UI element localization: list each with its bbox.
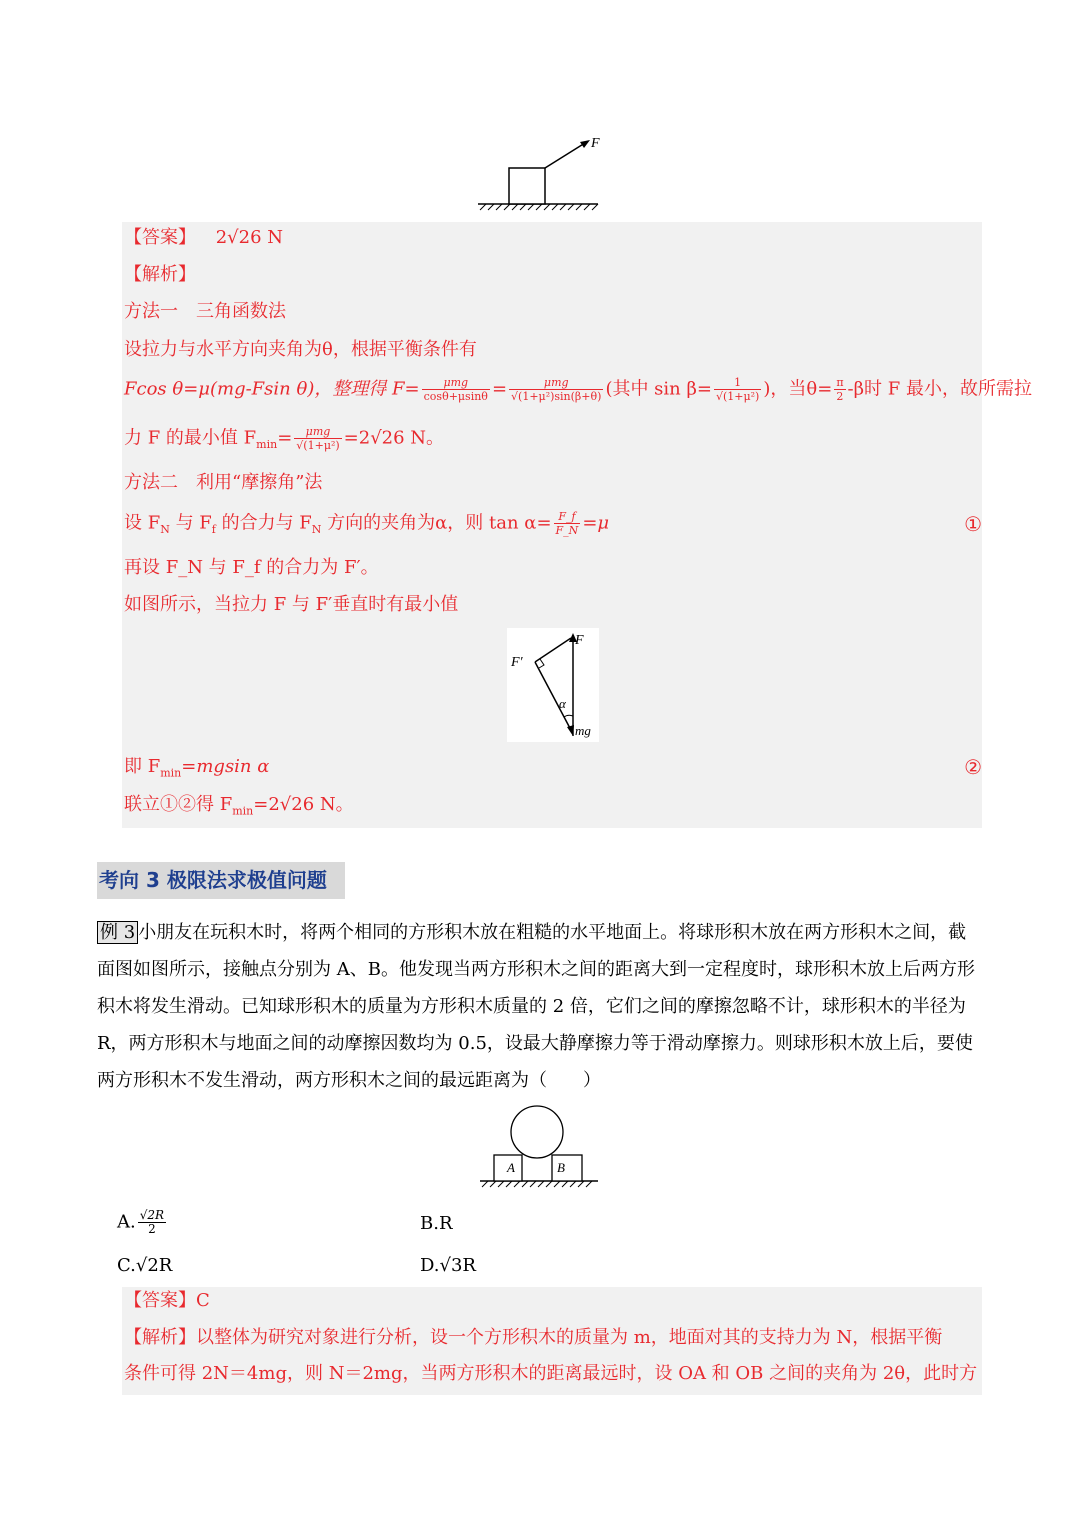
fraction-1: [422, 376, 490, 403]
m2-l1-b: 与 F: [169, 512, 212, 534]
eq1-part-c: )，当θ=: [763, 378, 833, 400]
m2-l1-d: 方向的夹角为α，则 tan α=: [321, 512, 552, 534]
m2-l5-sub: min: [232, 804, 254, 818]
eq2-part-a: 力 F 的最小值 F: [124, 427, 257, 449]
example-tag: 例 3: [97, 921, 138, 944]
method2-line-4: [124, 755, 269, 786]
fraction-3: [714, 376, 761, 403]
fig2-label-alpha: α: [559, 696, 566, 711]
fraction-5-num: μmg: [305, 425, 331, 438]
answer-value: 2√26 N: [215, 227, 284, 248]
fraction-2: [509, 376, 603, 403]
option-a-den: 2: [138, 1222, 166, 1236]
eq1-part-a: Fcos θ=μ(mg-Fsin θ)，整理得 F=: [124, 378, 420, 400]
eq1-equals: =: [491, 378, 508, 400]
fig2-label-Fprime: F′: [511, 655, 523, 670]
method1-intro: 设拉力与水平方向夹角为θ，根据平衡条件有: [124, 339, 477, 360]
method2-line-3: 如图所示，当拉力 F 与 F′垂直时有最小值: [124, 594, 459, 615]
example-3-answer: 【答案】C: [124, 1290, 210, 1311]
eq2-part-b: =: [277, 427, 293, 449]
fraction-2-den: √(1+μ²)sin(β+θ): [511, 390, 602, 403]
equation-number-1: ①: [964, 512, 982, 536]
m2-l1-c: 的合力与 F: [215, 512, 312, 534]
fraction-4: [834, 376, 845, 403]
example-3-question: [97, 914, 982, 1099]
m2-l4-b: =mgsin α: [181, 756, 270, 777]
analysis-label: 【解析】: [124, 264, 196, 285]
equation-number-2: ②: [964, 755, 982, 779]
option-a-num: √2R: [139, 1208, 165, 1222]
fraction-4-num: π: [836, 376, 844, 389]
method2-title: 方法二 利用“摩擦角”法: [124, 472, 323, 493]
section-heading: 考向 3 极限法求极值问题: [97, 862, 345, 899]
fig2-label-F: F: [575, 633, 584, 648]
eq2-sub: min: [256, 438, 278, 452]
m2-l5-b: =2√26 N。: [253, 794, 354, 815]
example-3-analysis-line-2: 条件可得 2N＝4mg，则 N＝2mg，当两方形积木的距离最远时，设 OA 和 OB 之间的夹角为 2θ，此时方: [124, 1363, 978, 1384]
fig3-label-A: A: [507, 1160, 515, 1175]
m2-l1-sub3: N: [311, 523, 322, 537]
eq1-part-b: (其中 sin β=: [605, 378, 712, 400]
fraction-6: [554, 510, 581, 537]
blocks-sphere-figure: [478, 1103, 600, 1193]
m2-l4-a: 即 F: [124, 756, 161, 777]
fraction-5-den: √(1+μ²): [296, 439, 340, 452]
answer-label: 【答案】: [124, 227, 196, 248]
m2-l1-a: 设 F: [124, 512, 161, 534]
m2-l1-sub1: N: [160, 523, 170, 537]
example-3-text: 小朋友在玩积木时，将两个相同的方形积木放在粗糙的水平地面上。将球形积木放在两方形积木之间，截面图如图所示，接触点分别为 A、B。他发现当两方形积木之间的距离大到一定程度时，球形积木放上后两方形积木将发生滑动。已知球形积木的质量为方形积木质量的 2 倍，它们之间的摩擦忽略不计，球形积木的半径为 R，两方形积木与地面之间的动摩擦因数均为 0.5，设最大静摩擦力等于滑动摩擦力。则球形积木放上后，要使两方形积木不发生滑动，两方形积木之间的最远距离为（ ）: [97, 922, 975, 1091]
option-b[interactable]: B.R: [420, 1213, 453, 1234]
option-c[interactable]: C.√2R: [117, 1255, 173, 1276]
answer-line: [124, 226, 283, 250]
force-triangle-figure: [507, 628, 599, 742]
method1-title: 方法一 三角函数法: [124, 301, 286, 322]
fraction-2-num: μmg: [543, 376, 569, 389]
equation-line-1: [124, 376, 1032, 403]
m2-l1-e: =μ: [582, 512, 610, 534]
option-a[interactable]: [117, 1209, 168, 1236]
example-3-analysis-line-1: [124, 1326, 942, 1350]
fraction-4-den: 2: [834, 389, 845, 403]
option-a-prefix: A.: [117, 1211, 136, 1233]
example-3-analysis-text-1: 以整体为研究对象进行分析，设一个方形积木的质量为 m，地面对其的支持力为 N，根据平衡: [196, 1327, 943, 1348]
fraction-1-num: μmg: [443, 376, 469, 389]
eq1-part-d: -β时 F 最小，故所需拉: [847, 378, 1032, 400]
fraction-1-den: cosθ+μsinθ: [423, 390, 488, 403]
m2-l5-a: 联立①②得 F: [124, 794, 233, 815]
option-d[interactable]: D.√3R: [420, 1255, 476, 1276]
method2-line-5: [124, 793, 354, 824]
fig2-label-mg: mg: [575, 723, 591, 738]
eq2-part-c: =2√26 N。: [343, 427, 445, 449]
fraction-6-num: F_f: [558, 510, 576, 523]
fraction-6-den: F_N: [555, 524, 579, 537]
method2-line-2: 再设 F_N 与 F_f 的合力为 F′。: [124, 557, 379, 578]
m2-l4-sub: min: [160, 766, 182, 780]
fraction-3-den: √(1+μ²): [715, 390, 760, 403]
force-label: F: [591, 136, 600, 151]
fraction-3-num: 1: [734, 376, 742, 389]
m2-l1-sub2: f: [211, 523, 216, 537]
fraction-5: [294, 425, 341, 452]
example-3-analysis-label: 【解析】: [124, 1327, 196, 1348]
option-a-fraction: [138, 1209, 166, 1236]
fig3-label-B: B: [557, 1160, 565, 1175]
block-force-figure: [470, 130, 610, 215]
method2-line-1: [124, 510, 609, 542]
equation-line-2: [124, 425, 444, 457]
